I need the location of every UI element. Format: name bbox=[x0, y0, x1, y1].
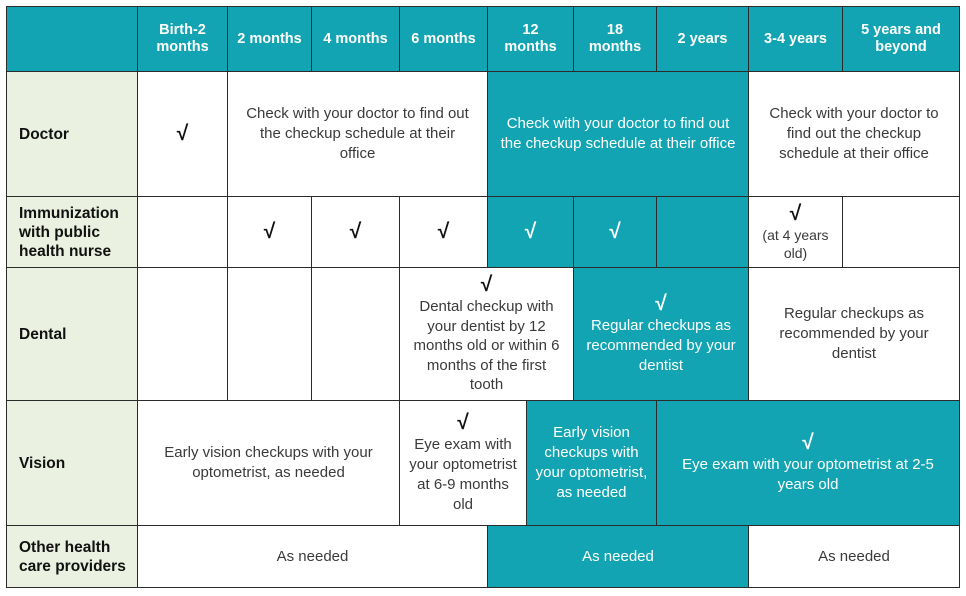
dental-6-months-text: Dental checkup with your dentist by 12 months old or within 6 months of the first tooth bbox=[413, 298, 560, 394]
check-mark-icon: √ bbox=[655, 292, 667, 315]
dental-2-months-cell bbox=[227, 267, 312, 401]
col-header-birth-2-months: Birth-2 months bbox=[137, 6, 228, 72]
immunization-birth-cell bbox=[137, 196, 228, 268]
col-header-3-4-years: 3-4 years bbox=[748, 6, 843, 72]
check-mark-icon: √ bbox=[524, 220, 537, 243]
other-infant-text: As needed bbox=[276, 547, 349, 565]
other-preschool-text: As needed bbox=[818, 547, 890, 565]
col-header-18-months: 18 months bbox=[573, 6, 657, 72]
immunization-12-months-cell bbox=[487, 196, 574, 268]
other-toddler-cell bbox=[487, 525, 749, 588]
check-mark-icon: √ bbox=[349, 220, 362, 243]
check-mark-icon: √ bbox=[609, 220, 621, 243]
doctor-infant-cell bbox=[227, 71, 488, 197]
immunization-3-4-years-cell bbox=[748, 196, 843, 268]
dental-preschool-cell bbox=[748, 267, 960, 401]
doctor-preschool-cell bbox=[748, 71, 960, 197]
immunization-18-months-cell bbox=[573, 196, 657, 268]
vision-12-months-cell bbox=[526, 400, 657, 526]
dental-6-months-cell bbox=[399, 267, 574, 401]
row-label-other: Other health care providers bbox=[6, 525, 138, 588]
dental-toddler-cell bbox=[573, 267, 749, 401]
immunization-3-4-years-note: (at 4 years old) bbox=[762, 227, 829, 261]
vision-later-text: Eye exam with your optometrist at 2-5 years old bbox=[682, 456, 934, 493]
doctor-toddler-cell bbox=[487, 71, 749, 197]
vision-12-months-text: Early vision checkups with your optometrist, as needed bbox=[535, 424, 648, 501]
col-header-6-months: 6 months bbox=[399, 6, 488, 72]
check-mark-icon: √ bbox=[480, 273, 493, 297]
immunization-6-months-cell bbox=[399, 196, 488, 268]
row-label-vision: Vision bbox=[6, 400, 138, 526]
vision-6-9-months-cell bbox=[399, 400, 527, 526]
col-header-4-months: 4 months bbox=[311, 6, 400, 72]
dental-birth-cell bbox=[137, 267, 228, 401]
dental-4-months-cell bbox=[311, 267, 400, 401]
immunization-2-years-cell bbox=[656, 196, 749, 268]
doctor-preschool-text: Check with your doctor to find out the checkup schedule at their office bbox=[769, 105, 939, 162]
vision-6-9-months-text: Eye exam with your optometrist at 6-9 months old bbox=[409, 436, 517, 513]
col-header-2-years: 2 years bbox=[656, 6, 749, 72]
immunization-4-months-cell bbox=[311, 196, 400, 268]
check-mark-icon: √ bbox=[802, 431, 814, 454]
other-infant-cell bbox=[137, 525, 488, 588]
row-label-doctor: Doctor bbox=[6, 71, 138, 197]
check-mark-icon: √ bbox=[437, 220, 450, 243]
immunization-2-months-cell bbox=[227, 196, 312, 268]
row-label-dental: Dental bbox=[6, 267, 138, 401]
other-preschool-cell bbox=[748, 525, 960, 588]
dental-toddler-text: Regular checkups as recommended by your dentist bbox=[586, 317, 736, 374]
vision-early-cell bbox=[137, 400, 400, 526]
check-mark-icon: √ bbox=[789, 202, 802, 225]
check-mark-icon: √ bbox=[176, 122, 189, 145]
check-mark-icon: √ bbox=[263, 220, 276, 243]
check-mark-icon: √ bbox=[457, 411, 469, 434]
row-label-immunization: Immunization with public health nurse bbox=[6, 196, 138, 268]
header-corner bbox=[6, 6, 138, 72]
col-header-5-years-and-beyond: 5 years and beyond bbox=[842, 6, 960, 72]
other-toddler-text: As needed bbox=[582, 547, 654, 565]
doctor-toddler-text: Check with your doctor to find out the checkup schedule at their office bbox=[500, 115, 736, 152]
col-header-2-months: 2 months bbox=[227, 6, 312, 72]
immunization-5-years-cell bbox=[842, 196, 960, 268]
doctor-birth-cell bbox=[137, 71, 228, 197]
vision-later-cell bbox=[656, 400, 960, 526]
col-header-12-months: 12 months bbox=[487, 6, 574, 72]
doctor-infant-text: Check with your doctor to find out the checkup schedule at their office bbox=[246, 105, 469, 162]
vision-early-text: Early vision checkups with your optometrist, as needed bbox=[164, 444, 373, 481]
dental-preschool-text: Regular checkups as recommended by your dentist bbox=[779, 305, 929, 362]
